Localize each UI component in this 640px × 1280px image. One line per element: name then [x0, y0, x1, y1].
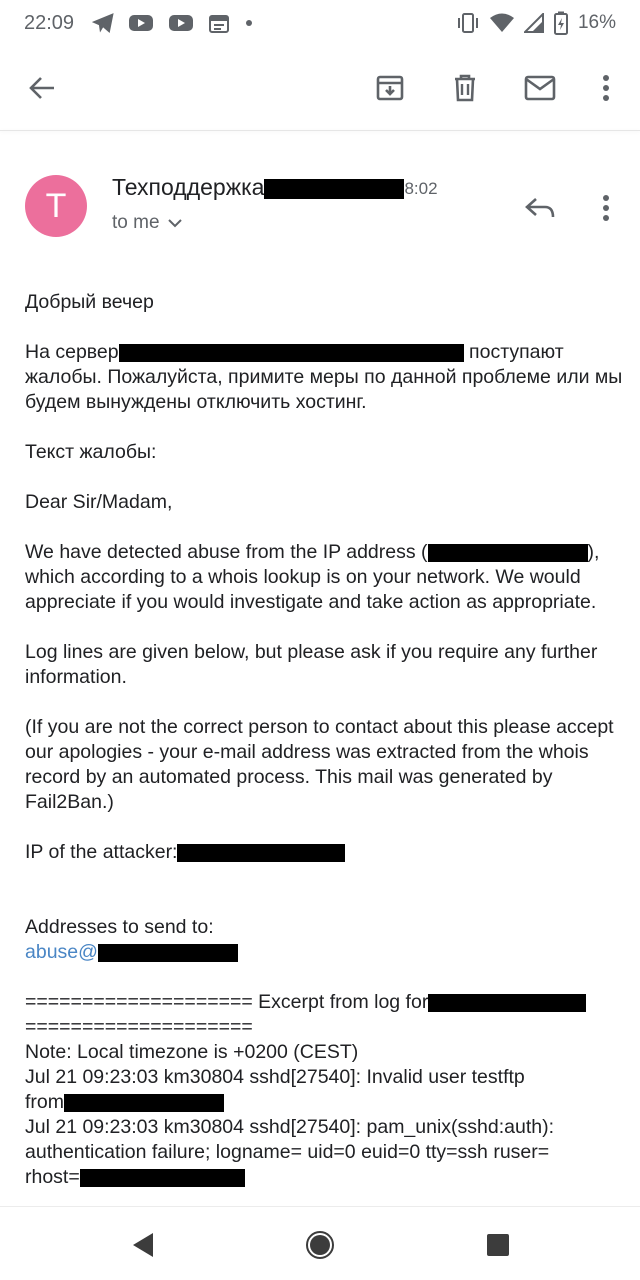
redacted-block — [98, 944, 238, 962]
redacted-block — [264, 179, 404, 199]
reply-icon — [525, 197, 555, 219]
toolbar-divider — [0, 130, 640, 131]
archive-icon — [375, 73, 405, 103]
nav-back-button[interactable] — [124, 1227, 160, 1263]
abuse-address-line — [25, 940, 625, 965]
p1-end: поступают жалобы. Пожалуйста, примите меры по данной проблеме или мы будем вынуждены отключить хостинг. — [25, 341, 623, 413]
p1-start: На сервер — [25, 341, 119, 363]
log1b-text: from — [25, 1091, 64, 1113]
mark-unread-button[interactable] — [520, 68, 560, 108]
apology-paragraph: (If you are not the correct person to contact about this please accept our apologies - your e-mail address was extracted from the whois record by an automated process. This mail was generated by Fail2Ban.) — [25, 716, 614, 813]
back-arrow-icon — [28, 76, 56, 100]
more-vert-icon — [602, 74, 610, 102]
calendar-icon — [208, 12, 230, 34]
redacted-block — [64, 1094, 224, 1112]
back-triangle-icon — [129, 1231, 155, 1259]
status-time: 22:09 — [24, 11, 75, 34]
complaint-label: Текст жалобы: — [25, 441, 157, 463]
back-button[interactable] — [22, 68, 62, 108]
home-circle-icon — [305, 1230, 335, 1260]
battery-percent: 16% — [577, 12, 616, 33]
sender-name: Техподдержка — [112, 174, 265, 200]
recents-square-icon — [485, 1232, 511, 1258]
avatar[interactable]: T — [25, 175, 87, 237]
recipient-label: to me — [112, 212, 160, 233]
sender-header — [0, 160, 640, 250]
dot-icon — [244, 18, 254, 28]
redacted-block — [177, 844, 345, 862]
detected-paragraph — [25, 540, 625, 615]
server-complaint-paragraph — [25, 340, 625, 415]
detected-end: ), which according to a whois lookup is on your network. We would appreciate if you would investigate and take action as appropriate. — [25, 541, 600, 613]
recipient-details-toggle[interactable] — [112, 212, 182, 234]
youtube-icon — [128, 13, 154, 33]
more-vert-icon — [602, 194, 610, 222]
sender-name-row — [112, 174, 438, 201]
system-navigation-bar — [0, 1206, 640, 1280]
delete-icon — [451, 73, 479, 103]
email-body — [25, 290, 625, 1190]
greeting: Добрый вечер — [25, 291, 154, 313]
signal-icon — [524, 13, 544, 33]
attacker-ip-line — [25, 840, 625, 865]
abuse-email-link[interactable]: abuse@ — [25, 941, 98, 963]
excerpt-start: ==================== Excerpt from log for — [25, 991, 429, 1013]
vibrate-icon — [456, 12, 480, 34]
attacker-label: IP of the attacker: — [25, 841, 178, 863]
reply-button[interactable] — [520, 188, 560, 228]
log-line-1: Jul 21 09:23:03 km30804 sshd[27540]: Invalid user testftp — [25, 1066, 525, 1088]
archive-button[interactable] — [370, 68, 410, 108]
mail-icon — [524, 75, 556, 101]
more-options-button[interactable] — [586, 68, 626, 108]
email-time: 8:02 — [404, 178, 438, 198]
log2b-text: rhost= — [25, 1166, 80, 1188]
redacted-block — [119, 344, 464, 362]
excerpt-header — [25, 990, 625, 1015]
message-more-button[interactable] — [586, 188, 626, 228]
log-info-paragraph: Log lines are given below, but please ask if you require any further information. — [25, 641, 598, 688]
status-bar — [0, 0, 640, 46]
telegram-icon — [92, 13, 114, 33]
email-toolbar — [0, 46, 640, 130]
nav-home-button[interactable] — [302, 1227, 338, 1263]
nav-recents-button[interactable] — [480, 1227, 516, 1263]
redacted-block — [80, 1169, 245, 1187]
timezone-note: Note: Local timezone is +0200 (CEST) — [25, 1041, 359, 1063]
battery-charging-icon — [554, 11, 568, 35]
log-line-2b — [25, 1165, 625, 1190]
dear-line: Dear Sir/Madam, — [25, 491, 173, 513]
notification-icons — [92, 12, 254, 34]
system-icons — [456, 11, 616, 35]
detected-start: We have detected abuse from the IP address ( — [25, 541, 428, 563]
youtube-icon — [168, 13, 194, 33]
addresses-label: Addresses to send to: — [25, 916, 214, 938]
redacted-block — [428, 544, 588, 562]
excerpt-separator: ==================== — [25, 1016, 253, 1038]
log-line-2: Jul 21 09:23:03 km30804 sshd[27540]: pam_unix(sshd:auth): authentication failure; logname= uid=0 euid=0 tty=ssh ruser= — [25, 1116, 555, 1163]
delete-button[interactable] — [445, 68, 485, 108]
chevron-down-icon — [168, 218, 182, 228]
redacted-block — [428, 994, 586, 1012]
wifi-icon — [490, 13, 514, 33]
log-line-1b — [25, 1090, 625, 1115]
